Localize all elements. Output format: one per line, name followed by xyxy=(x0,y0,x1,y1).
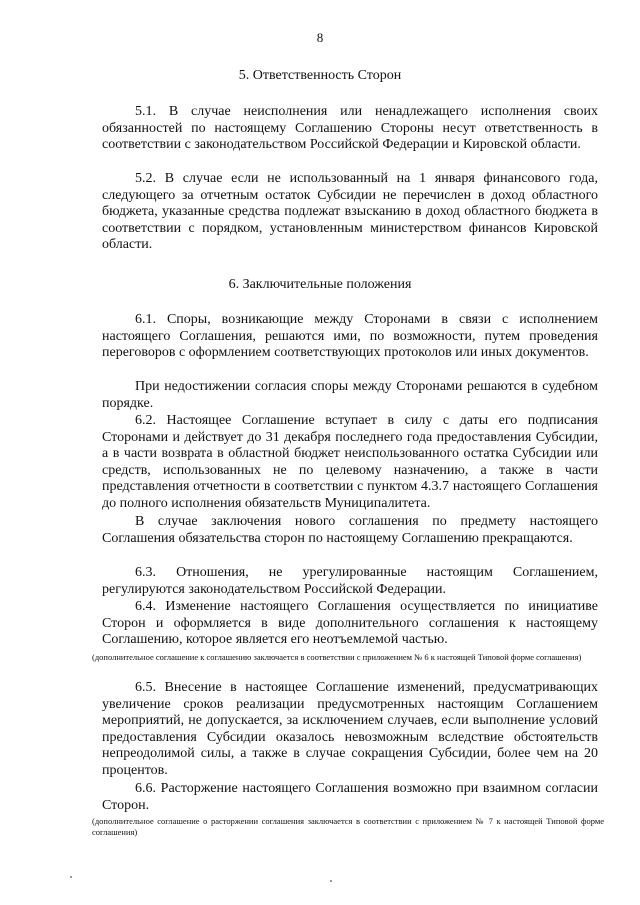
footnote-appendix-7: (дополнительное соглашение о расторжении соглашения заключается в соответствии с приложением № 7 к настоящей Типовой форме соглашения) xyxy=(92,816,604,837)
scan-speck xyxy=(330,880,332,882)
paragraph-5-1: 5.1. В случае неисполнения или ненадлежащего исполнения своих обязанностей по настоящему Соглашению Стороны несут ответственность в соответствии с законодательством Российской Федерации и Кировской области. xyxy=(102,104,598,153)
page-number: 8 xyxy=(316,30,324,45)
section-6-title: 6. Заключительные положения xyxy=(228,277,412,292)
section-5-title: 5. Ответственность Сторон xyxy=(238,68,402,83)
paragraph-6-3: 6.3. Отношения, не урегулированные настоящим Соглашением, регулируются законодательством Российской Федерации. xyxy=(102,565,598,597)
paragraph-6-1-court: При недостижении согласия споры между Сторонами решаются в судебном порядке. xyxy=(102,379,598,411)
paragraph-6-5: 6.5. Внесение в настоящее Соглашение изменений, предусматривающих увеличение сроков реализации предусмотренных настоящим Соглашением мероприятий, не допускается, за исключением случаев, если выполнение условий предоставления Субсидии оказалось невозможным вследствие обстоятельств непреодолимой силы, а также в случае сокращения Субсидии, более чем на 20 процентов. xyxy=(102,680,598,778)
scan-speck xyxy=(70,876,72,878)
paragraph-6-6: 6.6. Расторжение настоящего Соглашения возможно при взаимном согласии Сторон. xyxy=(102,781,598,813)
paragraph-6-2-new-agreement: В случае заключения нового соглашения по предмету настоящего Соглашения обязательства сторон по настоящему Соглашению прекращаются. xyxy=(102,514,598,546)
paragraph-6-1: 6.1. Споры, возникающие между Сторонами в связи с исполнением настоящего Соглашения, решаются ими, по возможности, путем проведения переговоров с оформлением соответствующих протоколов или иных документов. xyxy=(102,312,598,361)
footnote-appendix-6: (дополнительное соглашение к соглашению заключается в соответствии с приложением № 6 к настоящей Типовой форме соглашения) xyxy=(92,652,582,662)
paragraph-6-2: 6.2. Настоящее Соглашение вступает в силу с даты его подписания Сторонами и действует до 31 декабря последнего года предоставления Субсидии, а в части возврата в областной бюджет неиспользованного остатка Субсидии или средств, использованных не по целевому назначению, а также в части представления отчетности в соответствии с пунктом 4.3.7 настоящего Соглашения до полного исполнения обязательств Муниципалитета. xyxy=(102,413,598,511)
paragraph-5-2: 5.2. В случае если не использованный на 1 января финансового года, следующего за отчетным остаток Субсидии не перечислен в доход областного бюджета, указанные средства подлежат взысканию в доход областного бюджета в соответствии с порядком, установленным министерством финансов Кировской области. xyxy=(102,171,598,253)
paragraph-6-4: 6.4. Изменение настоящего Соглашения осуществляется по инициативе Сторон и оформляется в виде дополнительного соглашения к настоящему Соглашению, которое является его неотъемлемой частью. xyxy=(102,599,598,648)
